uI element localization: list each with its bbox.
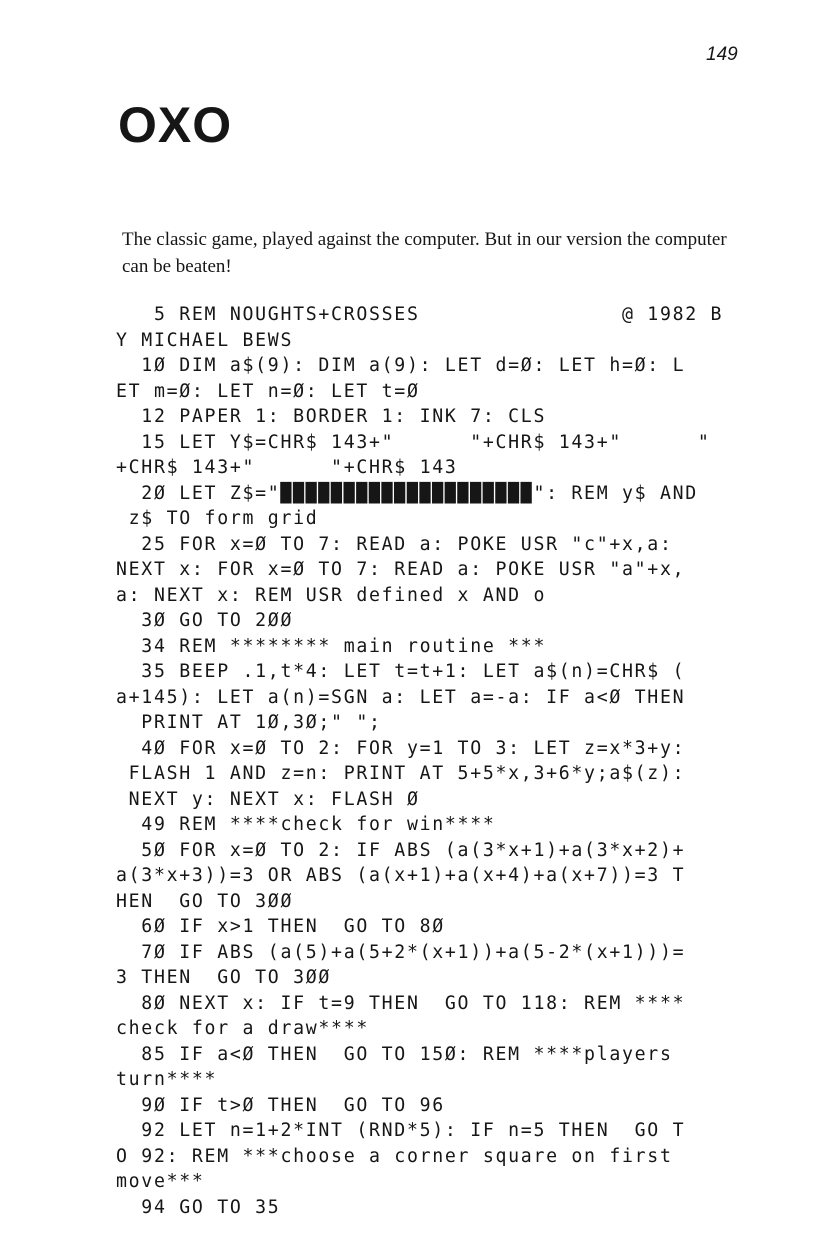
code-line: ET m=Ø: LET n=Ø: LET t=Ø — [116, 380, 420, 402]
page-number: 149 — [706, 44, 738, 65]
code-line: 3 THEN GO TO 3ØØ — [116, 967, 332, 988]
code-line: 92 LET n=1+2*INT (RND*5): IF n=5 THEN GO T — [116, 1120, 686, 1141]
code-line: FLASH 1 AND z=n: PRINT AT 5+5*x,3+6*y;a$(z): — [116, 763, 686, 784]
code-line: HEN GO TO 3ØØ — [116, 890, 294, 912]
code-line: +CHR$ 143+" "+CHR$ 143 — [116, 457, 458, 478]
code-line: 9Ø IF t>Ø THEN GO TO 96 — [116, 1094, 445, 1116]
code-line: 5Ø FOR x=Ø TO 2: IF ABS (a(3*x+1)+a(3*x+2)+ — [116, 839, 686, 861]
code-line: z$ TO form grid — [116, 508, 319, 529]
code-line: 2Ø LET Z$="████████████████████": REM y$ AND — [116, 482, 698, 504]
code-line: a: NEXT x: REM USR defined x AND o — [116, 584, 547, 606]
code-line: 7Ø IF ABS (a(5)+a(5+2*(x+1))+a(5-2*(x+1)))= — [116, 941, 686, 963]
code-line: PRINT AT 1Ø,3Ø;" "; — [116, 712, 382, 733]
code-line: a(3*x+3))=3 OR ABS (a(x+1)+a(x+4)+a(x+7))=3 T — [116, 865, 686, 886]
code-line: 85 IF a<Ø THEN GO TO 15Ø: REM ****players — [116, 1043, 673, 1065]
page-title: OXO — [118, 97, 233, 153]
code-line: 34 REM ******** main routine *** — [116, 635, 547, 657]
code-line: 15 LET Y$=CHR$ 143+" "+CHR$ 143+" " — [116, 431, 711, 453]
code-line: NEXT x: FOR x=Ø TO 7: READ a: POKE USR "a"+x, — [116, 559, 686, 580]
code-line: 35 BEEP .1,t*4: LET t=t+1: LET a$(n)=CHR$ ( — [116, 661, 686, 682]
code-line: 49 REM ****check for win**** — [116, 814, 496, 835]
code-line: 94 GO TO 35 — [116, 1196, 281, 1218]
code-line: a+145): LET a(n)=SGN a: LET a=-a: IF a<Ø THEN — [116, 686, 686, 708]
code-line: 25 FOR x=Ø TO 7: READ a: POKE USR "c"+x,a: — [116, 533, 673, 555]
code-line: 4Ø FOR x=Ø TO 2: FOR y=1 TO 3: LET z=x*3+y: — [116, 737, 686, 759]
code-line: NEXT y: NEXT x: FLASH Ø — [116, 788, 420, 810]
code-line: 12 PAPER 1: BORDER 1: INK 7: CLS — [116, 406, 547, 427]
code-line: 3Ø GO TO 2ØØ — [116, 610, 294, 631]
code-line: 1Ø DIM a$(9): DIM a(9): LET d=Ø: LET h=Ø: L — [116, 355, 686, 376]
code-line: turn**** — [116, 1069, 218, 1090]
code-line: 5 REM NOUGHTS+CROSSES @ 1982 B — [116, 304, 724, 325]
code-line: O 92: REM ***choose a corner square on first — [116, 1145, 673, 1167]
code-line: check for a draw**** — [116, 1018, 369, 1039]
code-line: Y MICHAEL BEWS — [116, 329, 294, 351]
code-line: 6Ø IF x>1 THEN GO TO 8Ø — [116, 916, 445, 937]
code-line: 8Ø NEXT x: IF t=9 THEN GO TO 118: REM **** — [116, 992, 686, 1014]
code-line: move*** — [116, 1171, 205, 1192]
program-listing — [116, 302, 723, 1220]
intro-paragraph: The classic game, played against the computer. But in our version the computer can be beaten! — [122, 229, 727, 277]
